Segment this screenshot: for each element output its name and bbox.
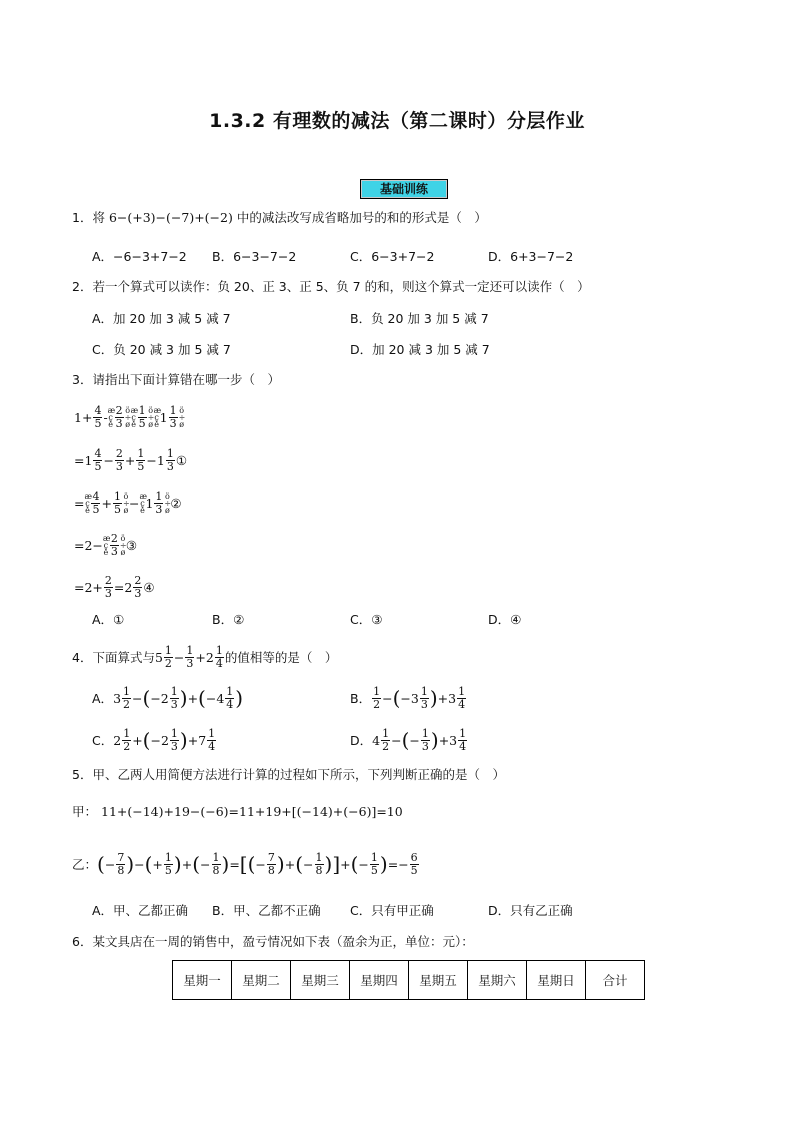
q3-option-b: B．② xyxy=(212,612,245,627)
section-label: 基础训练 xyxy=(362,181,446,197)
question-3: 3．请指出下面计算错在哪一步（ ） xyxy=(72,372,280,387)
q3-step-1: =1 $\frac{4}{5}$ − $\frac{2}{3}$ + $\frac{1}{5}$ −1 $\frac{1}{3}$ ① xyxy=(74,446,188,473)
q5-yi-label: 乙： xyxy=(72,857,98,872)
table-header-cell: 星期三 xyxy=(291,961,350,1000)
q5-option-b: B．甲、乙都不正确 xyxy=(212,903,321,918)
question-1 xyxy=(72,210,487,226)
q2-option-d: D．加 20 减 3 加 5 减 7 xyxy=(350,342,490,357)
q3-step-2-mark: ② xyxy=(170,495,182,511)
q5-option-d: D．只有乙正确 xyxy=(488,903,573,918)
q3-option-c: C．③ xyxy=(350,612,383,627)
q4-option-a: A． 3 $\frac{1}{2}$ − ( −2 $\frac{1}{3}$ ) + ( −4 $\frac{1}{4}$ ) xyxy=(92,684,244,711)
q3-option-d: D．④ xyxy=(488,612,522,627)
q5-jia-expression: 11+(−14)+19−(−6)=11+19+[(−14)+(−6)]=10 xyxy=(101,804,403,819)
table-header-cell: 星期一 xyxy=(173,961,232,1000)
q5-option-a: A．甲、乙都正确 xyxy=(92,903,189,918)
q1-stem: 中的减法改写成省略加号的和的形式是（ ） xyxy=(236,210,487,225)
q2-option-b: B．负 20 加 3 加 5 减 7 xyxy=(350,311,489,326)
q4-number: 4．下面算式与 xyxy=(72,650,155,665)
table-header-cell: 星期二 xyxy=(232,961,291,1000)
q5-jia-label: 甲： xyxy=(72,804,98,819)
table-header-cell: 星期日 xyxy=(527,961,586,1000)
q5-option-c: C．只有甲正确 xyxy=(350,903,434,918)
q5-jia xyxy=(72,804,403,820)
table-row xyxy=(173,961,645,1000)
question-5: 5．甲、乙两人用简便方法进行计算的过程如下所示，下列判断正确的是（ ） xyxy=(72,767,505,782)
q3-step-3: =2− æ ç è $\frac{2}{3}$ ö ÷ ø ③ xyxy=(74,531,138,558)
q1-option-b: B．6−3−7−2 xyxy=(212,249,297,264)
q4-stem: 的值相等的是（ ） xyxy=(224,650,338,665)
q3-expression-line: 1+ $\frac{4}{5}$ - æ ç è $\frac{2}{3}$ ö ÷ ø æ ç è $\frac{1}{5}$ ö ÷ ø æ ç è 1 $\frac{1}{3}$ ö ÷ ø xyxy=(74,403,186,430)
table-header-cell: 星期六 xyxy=(468,961,527,1000)
q3-step-3-mark: ③ xyxy=(125,537,138,553)
section-badge xyxy=(360,179,448,199)
q3-option-a: A．① xyxy=(92,612,125,627)
q4-option-d: D． 4 $\frac{1}{2}$ − ( − $\frac{1}{3}$ ) +3 $\frac{1}{4}$ xyxy=(350,726,467,753)
q3-step-4: =2+ $\frac{2}{3}$ =2 $\frac{2}{3}$ ④ xyxy=(74,573,155,600)
q1-expression: 6−(+3)−(−7)+(−2) xyxy=(108,210,233,225)
q3-step-2: = æ ç è $\frac{4}{5}$ + $\frac{1}{5}$ ö ÷ ø − æ ç è 1 $\frac{1}{3}$ ö ÷ ø ② xyxy=(74,489,182,516)
question-4: 4．下面算式与 5 $\frac{1}{2}$ − $\frac{1}{3}$ +2 $\frac{1}{4}$ 的值相等的是（ ） xyxy=(72,643,338,670)
q1-number: 1．将 xyxy=(72,210,105,225)
q1-option-d: D．6+3−7−2 xyxy=(488,249,574,264)
q3-step-4-mark: ④ xyxy=(143,579,155,595)
q2-option-c: C．负 20 减 3 加 5 减 7 xyxy=(92,342,231,357)
sales-table xyxy=(172,960,645,1000)
q4-option-c: C． 2 $\frac{1}{2}$ + ( −2 $\frac{1}{3}$ ) +7 $\frac{1}{4}$ xyxy=(92,726,216,753)
question-2: 2．若一个算式可以读作：负 20、正 3、正 5、负 7 的和，则这个算式一定还可以读作（ ） xyxy=(72,279,590,294)
table-header-cell: 星期五 xyxy=(409,961,468,1000)
q3-step-1-mark: ① xyxy=(175,452,188,468)
q2-option-a: A．加 20 加 3 减 5 减 7 xyxy=(92,311,231,326)
question-6: 6．某文具店在一周的销售中，盈亏情况如下表（盈余为正，单位：元）： xyxy=(72,934,474,949)
table-header-cell: 合计 xyxy=(586,961,645,1000)
q4-option-b: B． $\frac{1}{2}$ − ( −3 $\frac{1}{3}$ ) +3 $\frac{1}{4}$ xyxy=(350,684,466,711)
q5-yi: 乙： ( − $\frac{7}{8}$ ) − ( + $\frac{1}{5}$ ) + ( − $\frac{1}{8}$ ) = [ ( − $\frac{7}{8}$ ) + ( − $\frac{1}{8}$ ) ] + ( − $\frac{1}{5}$ ) =− $\frac{6}{5}$ xyxy=(72,850,418,877)
q1-option-c: C．6−3+7−2 xyxy=(350,249,435,264)
page-title: 1.3.2 有理数的减法（第二课时）分层作业 xyxy=(209,110,585,132)
q1-option-a: A．−6−3+7−2 xyxy=(92,249,187,264)
table-header-cell: 星期四 xyxy=(350,961,409,1000)
